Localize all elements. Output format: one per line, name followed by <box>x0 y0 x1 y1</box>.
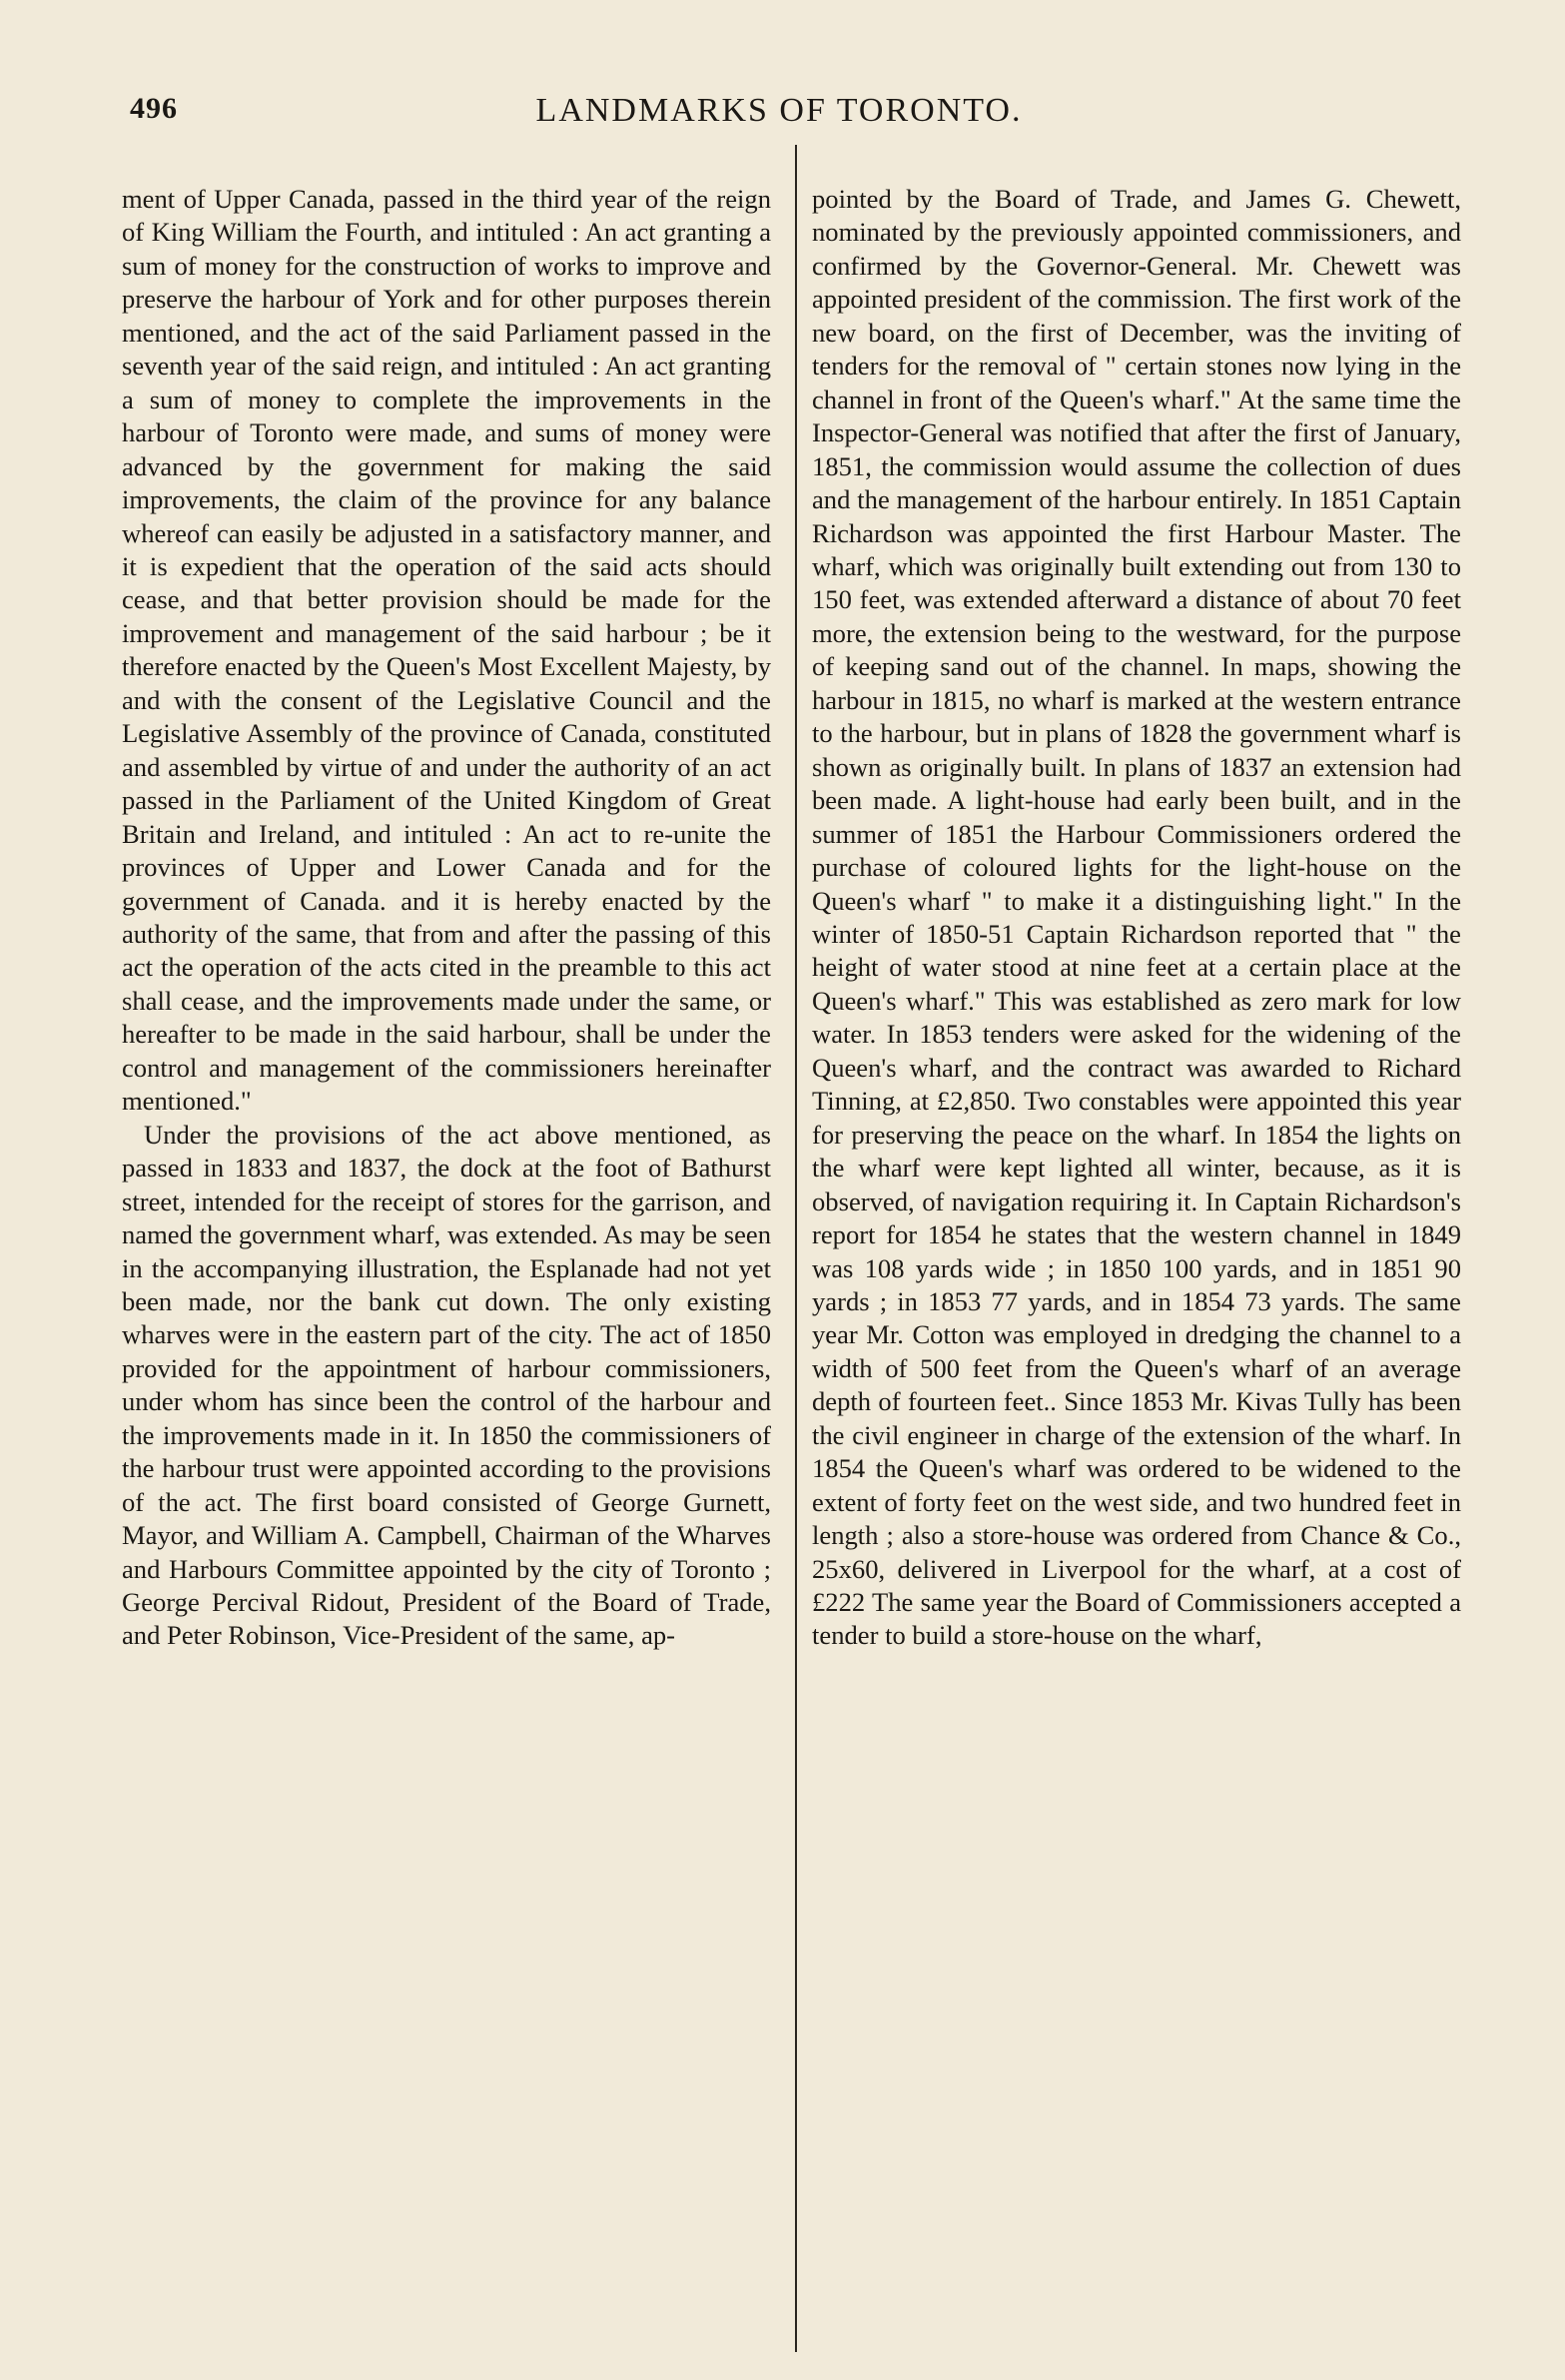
left-paragraph-1: ment of Upper Canada, passed in the third year of the reign of King William the Fourth, and intituled : An act granting a sum of money for the construction of works to improve and preserve the harbour of York and for other purposes therein mentioned, and the act of the said Parliament passed in the seventh year of the said reign, and intituled : An act granting a sum of money to complete the improvements in the harbour of Toronto were made, and sums of money were advanced by the government for making the said improvements, the claim of the province for any balance whereof can easily be adjusted in a satisfactory manner, and it is expedient that the operation of the said acts should cease, and that better provision should be made for the improvement and management of the said harbour ; be it therefore enacted by the Queen's Most Excellent Majesty, by and with the consent of the Legislative Council and the Legislative Assembly of the province of Canada, constituted and assembled by virtue of and under the authority of an act passed in the Parliament of the United Kingdom of Great Britain and Ireland, and intituled : An act to re-unite the provinces of Upper and Lower Canada and for the government of Canada. and it is hereby enacted by the authority of the same, that from and after the passing of this act the operation of the acts cited in the preamble to this act shall cease, and the improvements made under the same, or hereafter to be made in the said harbour, shall be under the control and management of the commissioners hereinafter mentioned." <box>122 184 771 1117</box>
page-header <box>120 92 1438 136</box>
right-column <box>812 183 1461 1653</box>
left-paragraph-2: Under the provisions of the act above mentioned, as passed in 1833 and 1837, the dock at the foot of Bathurst street, intended for the receipt of stores for the garrison, and named the government wharf, was extended. As may be seen in the accompanying illustration, the Esplanade had not yet been made, nor the bank cut down. The only existing wharves were in the eastern part of the city. The act of 1850 provided for the appointment of harbour commissioners, under whom has since been the control of the harbour and the improvements made in it. In 1850 the commissioners of the harbour trust were appointed according to the provisions of the act. The first board consisted of George Gurnett, Mayor, and William A. Campbell, Chairman of the Wharves and Harbours Committee appointed by the city of Toronto ; George Percival Ridout, President of the Board of Trade, and Peter Robinson, Vice-President of the same, ap- <box>122 1119 771 1651</box>
left-column <box>122 183 771 1653</box>
right-paragraph-1: pointed by the Board of Trade, and James G. Chewett, nominated by the previously appointed commissioners, and confirmed by the Governor-General. Mr. Chewett was appointed president of the commission. The first work of the new board, on the first of December, was the inviting of tenders for the removal of " certain stones now lying in the channel in front of the Queen's wharf." At the same time the Inspector-General was notified that after the first of January, 1851, the commission would assume the collection of dues and the management of the harbour entirely. In 1851 Captain Richardson was appointed the first Harbour Master. The wharf, which was originally built extending out from 130 to 150 feet, was extended afterward a distance of about 70 feet more, the extension being to the westward, for the purpose of keeping sand out of the channel. In maps, showing the harbour in 1815, no wharf is marked at the western entrance to the harbour, but in plans of 1828 the government wharf is shown as originally built. In plans of 1837 an extension had been made. A light-house had early been built, and in the summer of 1851 the Harbour Commissioners ordered the purchase of coloured lights for the light-house on the Queen's wharf " to make it a distinguishing light." In the winter of 1850-51 Captain Richardson reported that " the height of water stood at nine feet at a certain place at the Queen's wharf." This was established as zero mark for low water. In 1853 tenders were asked for the widening of the Queen's wharf, and the contract was awarded to Richard Tinning, at £2,850. Two constables were appointed this year for preserving the peace on the wharf. In 1854 the lights on the wharf were kept lighted all winter, because, as it is observed, of navigation requiring it. In Captain Richardson's report for 1854 he states that the western channel in 1849 was 108 yards wide ; in 1850 100 yards, and in 1851 90 yards ; in 1853 77 yards, and in 1854 73 yards. The same year Mr. Cotton was employed in dredging the channel to a width of 500 feet from the Queen's wharf of an average depth of fourteen feet.. Since 1853 Mr. Kivas Tully has been the civil engineer in charge of the extension of the wharf. In 1854 the Queen's wharf was ordered to be widened to the extent of forty feet on the west side, and two hundred feet in length ; also a store-house was ordered from Chance & Co., 25x60, delivered in Liverpool for the wharf, at a cost of £222 The same year the Board of Commissioners accepted a tender to build a store-house on the wharf, <box>812 184 1461 1651</box>
running-title: LANDMARKS OF TORONTO. <box>535 92 1023 129</box>
column-divider <box>795 145 797 2352</box>
page-number: 496 <box>130 92 178 125</box>
